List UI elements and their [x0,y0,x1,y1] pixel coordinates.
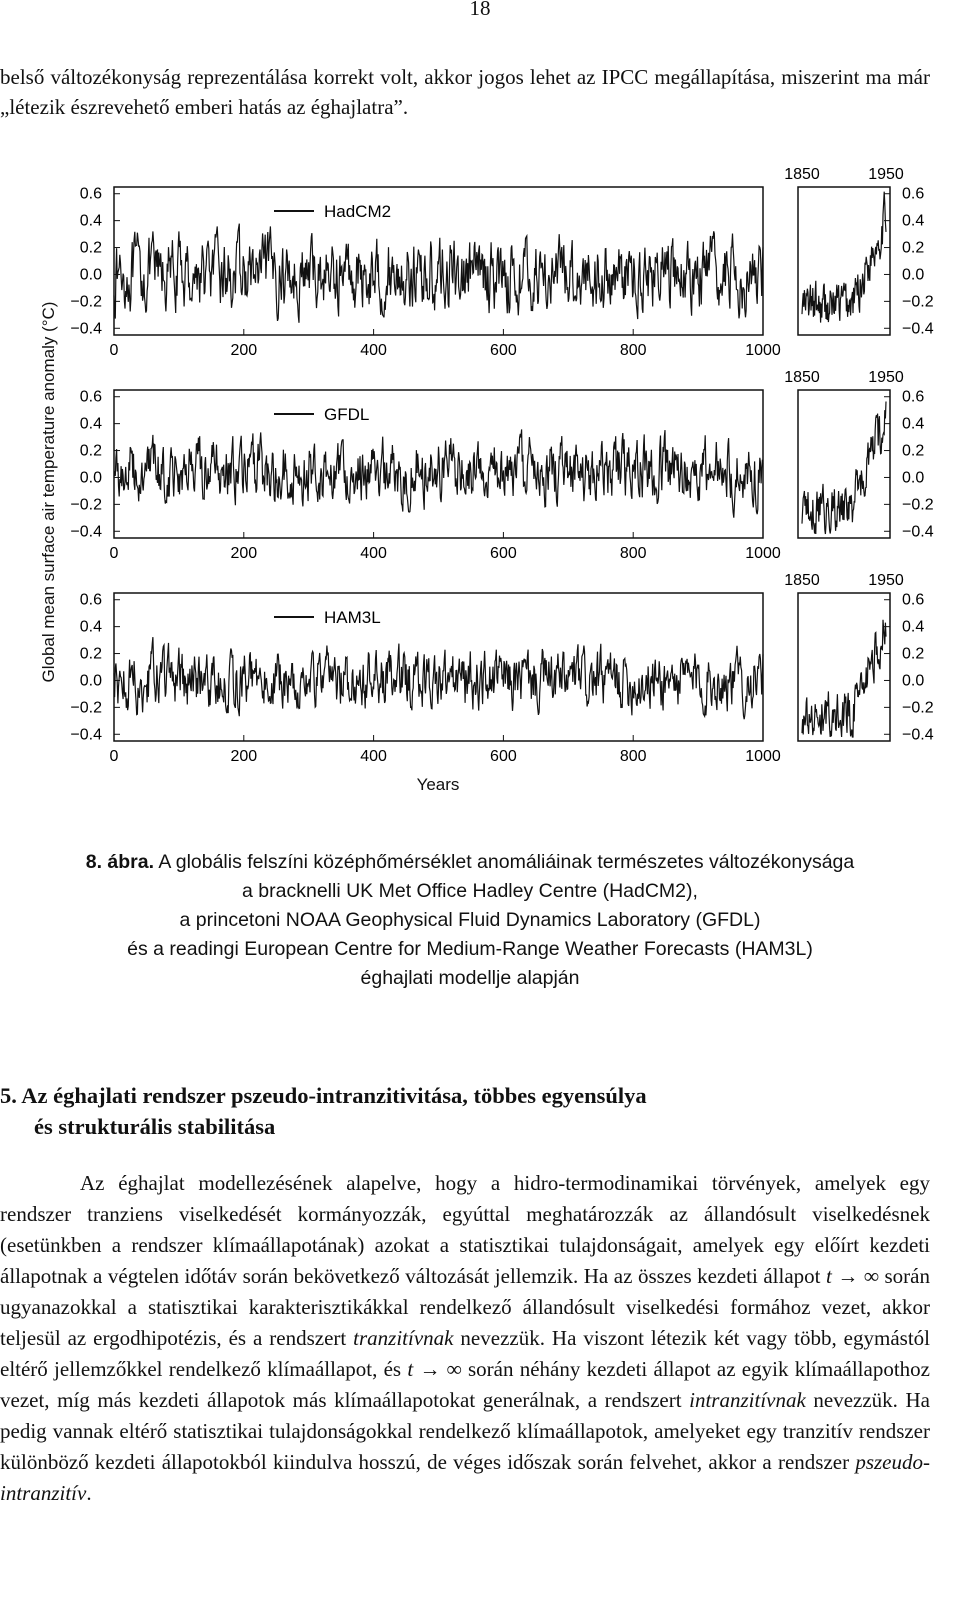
model-panel-hadcm2 [70,166,933,359]
y-tick-label: 0.0 [79,672,102,690]
math-expression: t → ∞ [826,1264,879,1288]
x-tick-label: 600 [490,748,517,765]
legend-label: HAM3L [324,608,381,627]
inset-series-line [802,620,886,737]
body-text-part: . [86,1481,92,1505]
caption-line-1: A globális felszíni középhőmérséklet anomáliáinak természetes változékonysága [158,851,855,873]
inset-year-label: 1950 [868,369,904,386]
series-line [114,429,763,517]
y-tick-label: 0.6 [79,388,102,406]
x-tick-label: 400 [360,748,387,765]
y-tick-label-right: 0.2 [902,442,925,460]
inset-year-label: 1850 [784,369,820,386]
x-tick-label: 200 [230,545,258,562]
inset-year-label: 1850 [784,572,820,589]
term-intranzitiv: intranzitívnak [689,1388,806,1412]
y-tick-label: 0.6 [79,591,102,609]
y-tick-label-right: −0.2 [902,496,934,514]
caption-line-3: a princetoni NOAA Geophysical Fluid Dynamics Laboratory (GFDL) [179,909,761,931]
inset-frame [798,187,890,335]
y-tick-label-right: −0.4 [902,523,934,541]
caption-line-5: éghajlati modellje alapján [360,967,580,989]
y-tick-label: 0.2 [79,239,102,257]
y-tick-label-right: 0.2 [902,645,925,663]
x-tick-label: 1000 [745,748,781,765]
y-tick-label-right: 0.2 [902,239,925,257]
body-text-part: során ugyanazokkal a statisztikai karakterisztikákkal rendelkező állandósult viselkedési formához vezet, akkor teljesül az ergodhipotézis, és a rendszert [0,1264,930,1350]
y-tick-label-right: 0.6 [902,185,925,203]
x-tick-label: 0 [109,545,119,562]
inset-year-label: 1950 [868,572,904,589]
body-text [0,1168,930,1509]
x-tick-label: 1000 [745,342,781,359]
y-tick-label-right: 0.4 [902,415,925,433]
x-tick-label: 200 [230,342,258,359]
legend-label: GFDL [324,405,370,424]
y-tick-label-right: 0.4 [902,212,925,230]
body-paragraph [0,1168,930,1509]
inset-year-label: 1950 [868,166,904,183]
y-tick-label: 0.2 [79,442,102,460]
math-expression: t → ∞ [407,1357,462,1381]
inset-series-line [802,402,886,535]
x-tick-label: 1000 [745,545,781,562]
x-axis-label: Years [416,775,460,794]
figure-caption [20,848,920,993]
caption-line-2: a bracknelli UK Met Office Hadley Centre (HadCM2), [242,880,698,902]
temperature-anomaly-figure [36,162,936,812]
section-title-line-1: Az éghajlati rendszer pszeudo-intranzitivitása, többes egyensúlya [21,1083,647,1108]
y-tick-label-right: −0.4 [902,726,934,744]
body-text-part: nevezzük. Ha viszont létezik két vagy több, egymástól eltérő jellemzőkkel rendelkező klímaállapot, és [0,1326,930,1381]
x-tick-label: 400 [360,545,387,562]
y-tick-label: 0.0 [79,469,102,487]
y-tick-label: 0.6 [79,185,102,203]
body-text-part: nevezzük. Ha pedig vannak eltérő statisztikai tulajdonságokkal rendelkező klímaállapotok, amelyeket egy tranzitív rendszer különböző kezdeti állapotokból kiindulva hosszú, de véges időszak során felvehet, akkor a rendszer [0,1388,930,1474]
page-number: 18 [469,0,491,20]
section-number: 5. [0,1083,17,1108]
x-tick-label: 800 [619,545,647,562]
y-tick-label: −0.2 [70,496,102,514]
body-text-part: során néhány kezdeti állapot az egyik klímaállapothoz vezet, míg más kezdeti állapotok más klímaállapotokat generálnak, a rendszert [0,1357,930,1412]
y-tick-label: −0.4 [70,523,102,541]
y-tick-label-right: −0.2 [902,699,934,717]
model-panel-ham3l [70,572,933,765]
y-tick-label: 0.2 [79,645,102,663]
caption-label: 8. ábra. [85,851,155,873]
term-tranzitiv: tranzitívnak [353,1326,454,1350]
model-panel-gfdl [70,369,933,562]
series-line [114,224,763,323]
y-tick-label: −0.4 [70,726,102,744]
y-tick-label: 0.4 [79,618,102,636]
y-tick-label-right: 0.0 [902,469,925,487]
y-tick-label: 0.4 [79,212,102,230]
y-axis-label: Global mean surface air temperature anomaly (°C) [39,301,58,683]
y-tick-label: −0.4 [70,320,102,338]
y-tick-label-right: 0.6 [902,388,925,406]
y-tick-label-right: −0.4 [902,320,934,338]
x-tick-label: 800 [619,748,647,765]
body-text-part: Az éghajlat modellezésének alapelve, hogy a hidro-termodinamikai törvények, amelyek egy rendszer tranziens viselkedését kormányozzák, egyúttal meghatározzák az állandósult viselkedésnek (esetünkben a rendszer klímaállapotának) azokat a statisztikai tulajdonságait, amelyek egy előírt kezdeti állapotnak a végtelen időtáv során bekövetkező változását jellemzik. Ha az összes kezdeti állapot [0,1171,930,1288]
y-tick-label: −0.2 [70,293,102,311]
term-pszeudo-intranzitiv: pszeudo-intranzitív [0,1450,930,1505]
inset-year-label: 1850 [784,166,820,183]
series-line [114,637,763,719]
y-tick-label-right: 0.0 [902,266,925,284]
section-title-line-2: és strukturális stabilitása [34,1114,276,1139]
x-tick-label: 0 [109,748,119,765]
y-tick-label: 0.4 [79,415,102,433]
inset-series-line [802,192,886,323]
x-tick-label: 0 [109,342,119,359]
y-tick-label-right: −0.2 [902,293,934,311]
y-tick-label-right: 0.0 [902,672,925,690]
y-tick-label-right: 0.4 [902,618,925,636]
y-tick-label: −0.2 [70,699,102,717]
intro-paragraph: belső változékonyság reprezentálása korrekt volt, akkor jogos lehet az IPCC megállapítása, miszerint ma már „létezik észrevehető emberi hatás az éghajlatra”. [0,65,930,119]
section-heading [0,1080,930,1142]
y-tick-label-right: 0.6 [902,591,925,609]
x-tick-label: 200 [230,748,258,765]
x-tick-label: 600 [490,342,517,359]
caption-line-4: és a readingi European Centre for Medium-Range Weather Forecasts (HAM3L) [127,938,813,960]
x-tick-label: 800 [619,342,647,359]
x-tick-label: 400 [360,342,387,359]
legend-label: HadCM2 [324,202,392,221]
y-tick-label: 0.0 [79,266,102,284]
x-tick-label: 600 [490,545,517,562]
